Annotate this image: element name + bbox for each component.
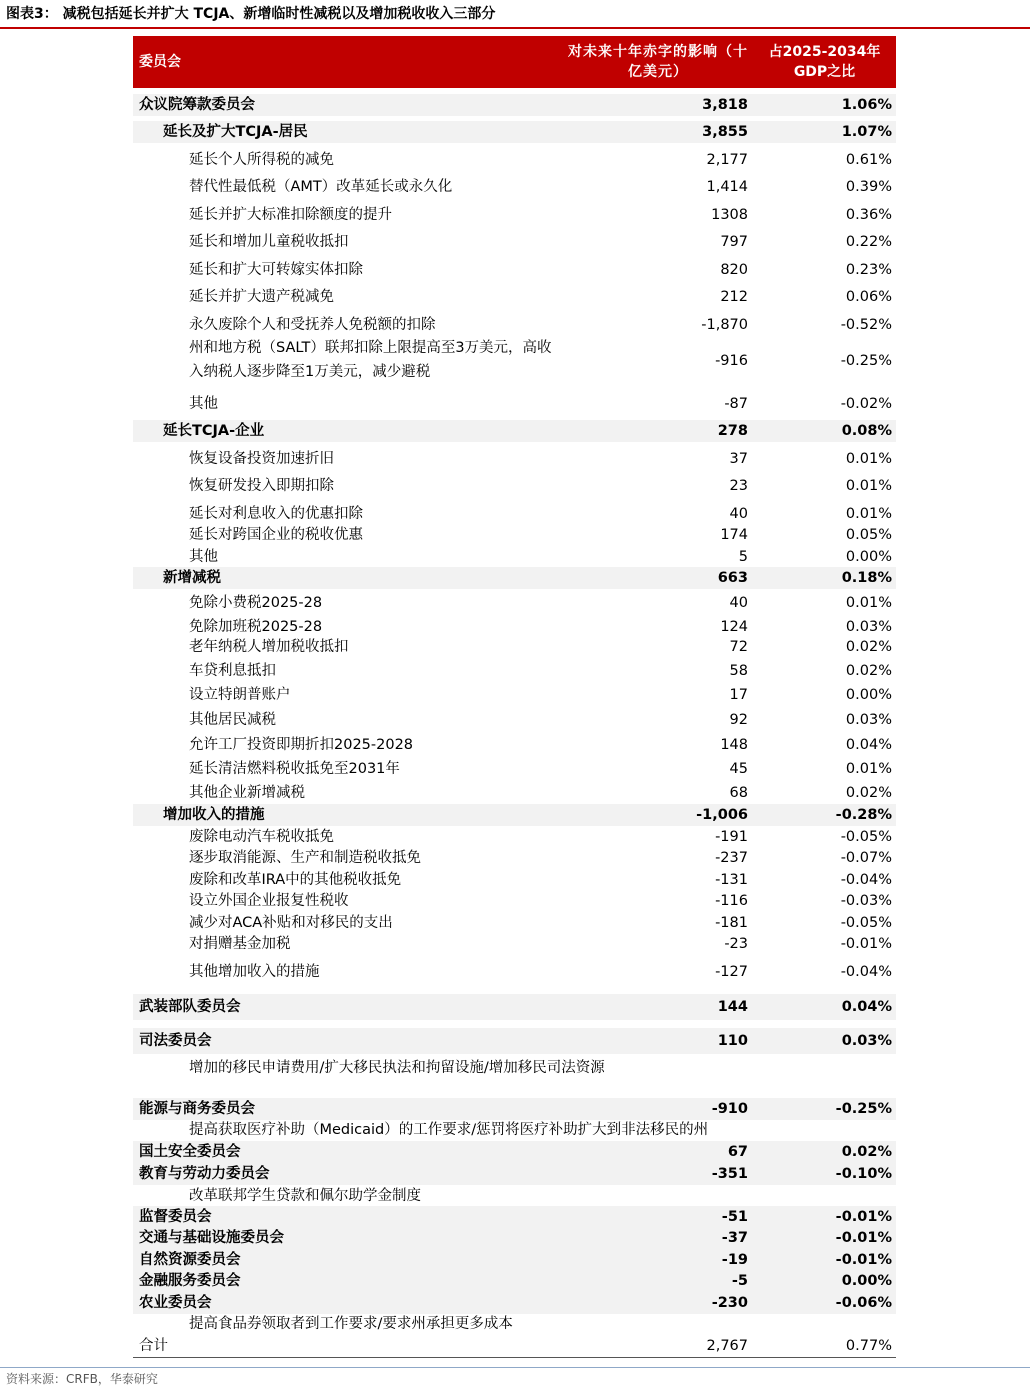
row-deficit-impact: 148	[720, 737, 748, 753]
row-gdp-share: -0.01%	[840, 936, 892, 952]
row-label: 废除和改革IRA中的其他税收抵免	[189, 872, 402, 888]
row-gdp-share: -0.01%	[835, 1230, 892, 1246]
row-label: 逐步取消能源、生产和制造税收抵免	[189, 850, 421, 866]
row-gdp-share: -0.28%	[835, 807, 892, 823]
row-deficit-impact: 72	[729, 639, 748, 655]
row-label: 对捐赠基金加税	[189, 936, 291, 952]
row-label: 其他居民减税	[189, 712, 276, 728]
row-deficit-impact: 40	[729, 506, 748, 522]
row-label: 农业委员会	[139, 1295, 212, 1311]
table-row	[133, 913, 896, 933]
row-label: 改革联邦学生贷款和佩尔助学金制度	[189, 1188, 421, 1204]
tax-table	[133, 36, 896, 1354]
table-row	[133, 1227, 896, 1249]
row-deficit-impact: 68	[729, 785, 748, 801]
row-label: 其他	[189, 396, 218, 412]
row-deficit-impact: 663	[717, 570, 748, 586]
table-row	[133, 1141, 896, 1163]
row-deficit-impact: 124	[720, 619, 748, 635]
row-gdp-share: 0.39%	[845, 179, 892, 195]
row-label: 合计	[139, 1338, 168, 1354]
row-label: 武装部队委员会	[139, 999, 241, 1015]
row-gdp-share: 0.36%	[845, 207, 892, 223]
row-deficit-impact: 3,855	[702, 124, 748, 140]
row-gdp-share: 0.03%	[845, 712, 892, 728]
row-gdp-share: -0.25%	[835, 1101, 892, 1117]
row-deficit-impact: -916	[715, 353, 748, 369]
table-row	[133, 709, 896, 731]
row-label: 延长对跨国企业的税收优惠	[189, 527, 363, 543]
row-label: 其他增加收入的措施	[189, 964, 320, 980]
row-gdp-share: -0.05%	[840, 829, 892, 845]
row-label: 车贷利息抵扣	[189, 663, 276, 679]
row-deficit-impact: -87	[724, 396, 748, 412]
row-gdp-share: -0.05%	[840, 915, 892, 931]
row-label: 恢复设备投资加速折旧	[189, 451, 334, 467]
row-deficit-impact: 144	[717, 999, 748, 1015]
row-label: 提高获取医疗补助（Medicaid）的工作要求/惩罚将医疗补助扩大到非法移民的州	[189, 1122, 709, 1138]
row-deficit-impact: 67	[727, 1144, 748, 1160]
row-deficit-impact: -23	[724, 936, 748, 952]
row-label: 允许工厂投资即期折扣2025-2028	[189, 737, 414, 753]
table-row	[133, 660, 896, 682]
row-gdp-share: 1.07%	[841, 124, 892, 140]
row-deficit-impact: 1308	[711, 207, 748, 223]
row-deficit-impact: -19	[721, 1252, 748, 1268]
row-label: 延长并扩大标准扣除额度的提升	[189, 207, 392, 223]
table-row	[133, 870, 896, 890]
row-gdp-share: 0.00%	[845, 687, 892, 703]
row-label: 州和地方税（SALT）联邦扣除上限提高至3万美元，高收入纳税人逐步降至1万美元，减少避税	[189, 340, 552, 380]
row-deficit-impact: -237	[715, 850, 748, 866]
row-gdp-share: 0.04%	[845, 737, 892, 753]
table-row	[133, 202, 896, 228]
row-deficit-impact: -181	[715, 915, 748, 931]
row-deficit-impact: 23	[729, 478, 748, 494]
row-gdp-share: -0.04%	[840, 872, 892, 888]
row-deficit-impact: 17	[729, 687, 748, 703]
row-deficit-impact: 37	[729, 451, 748, 467]
header-deficit-impact: 对未来十年赤字的影响（十亿美元）	[568, 44, 748, 80]
row-gdp-share: 0.08%	[841, 423, 892, 439]
row-label: 延长和扩大可转嫁实体扣除	[189, 262, 363, 278]
row-deficit-impact: -1,006	[696, 807, 748, 823]
row-label: 延长和增加儿童税收抵扣	[189, 234, 349, 250]
row-label: 金融服务委员会	[139, 1273, 241, 1289]
row-label: 设立特朗普账户	[189, 687, 291, 703]
row-label: 永久废除个人和受抚养人免税额的扣除	[189, 317, 436, 333]
table-row	[133, 804, 896, 826]
row-deficit-impact: 40	[729, 595, 748, 611]
table-row	[133, 1028, 896, 1054]
row-deficit-impact: 278	[717, 423, 748, 439]
row-gdp-share: 0.01%	[845, 478, 892, 494]
table-row	[133, 174, 896, 200]
row-label: 延长并扩大遗产税减免	[189, 289, 334, 305]
row-gdp-share: 0.22%	[845, 234, 892, 250]
row-gdp-share: -0.03%	[840, 893, 892, 909]
row-label: 能源与商务委员会	[139, 1101, 255, 1117]
row-gdp-share: 0.06%	[845, 289, 892, 305]
row-label: 交通与基础设施委员会	[139, 1230, 284, 1246]
table-row	[133, 1056, 896, 1080]
table-row	[133, 257, 896, 283]
source-note: 资料来源：CRFB，华泰研究	[6, 1372, 158, 1386]
row-deficit-impact: -116	[715, 893, 748, 909]
row-label: 司法委员会	[139, 1033, 212, 1049]
row-deficit-impact: 2,177	[706, 152, 748, 168]
table-row	[133, 1163, 896, 1185]
row-gdp-share: -0.01%	[835, 1209, 892, 1225]
row-gdp-share: 0.61%	[845, 152, 892, 168]
table-row	[133, 1270, 896, 1292]
table-row	[133, 1206, 896, 1228]
table-row	[133, 592, 896, 614]
table-row	[133, 446, 896, 472]
row-gdp-share: 0.01%	[845, 451, 892, 467]
row-label: 延长及扩大TCJA-居民	[163, 124, 308, 140]
table-row	[133, 567, 896, 589]
row-deficit-impact: -127	[715, 964, 748, 980]
row-gdp-share: -0.52%	[840, 317, 892, 333]
table-row	[133, 960, 896, 984]
header-committee: 委员会	[139, 54, 181, 70]
table-row	[133, 147, 896, 173]
row-label: 自然资源委员会	[139, 1252, 241, 1268]
table-row	[133, 734, 896, 756]
row-label: 老年纳税人增加税收抵扣	[189, 639, 349, 655]
row-gdp-share: 0.02%	[845, 785, 892, 801]
row-label: 替代性最低税（AMT）改革延长或永久化	[189, 179, 453, 195]
row-deficit-impact: 92	[729, 712, 748, 728]
table-row	[133, 284, 896, 310]
row-label: 众议院筹款委员会	[139, 97, 255, 113]
table-row	[133, 1314, 896, 1334]
row-deficit-impact: 1,414	[706, 179, 748, 195]
table-row	[133, 312, 896, 338]
row-deficit-impact: -51	[721, 1209, 748, 1225]
table-row	[133, 1292, 896, 1314]
row-deficit-impact: -351	[711, 1166, 748, 1182]
row-label: 恢复研发投入即期扣除	[189, 478, 334, 494]
row-label: 延长对利息收入的优惠扣除	[189, 506, 363, 522]
row-deficit-impact: 212	[720, 289, 748, 305]
row-deficit-impact: 110	[717, 1033, 748, 1049]
table-row	[133, 782, 896, 804]
row-label: 国土安全委员会	[139, 1144, 241, 1160]
table-row	[133, 94, 896, 116]
table-row	[133, 1120, 896, 1140]
row-deficit-impact: -1,870	[701, 317, 748, 333]
table-row	[133, 616, 896, 638]
table-row	[133, 637, 896, 657]
row-label: 其他	[189, 549, 218, 565]
row-gdp-share: -0.10%	[835, 1166, 892, 1182]
row-deficit-impact: -191	[715, 829, 748, 845]
row-label: 免除小费税2025-28	[189, 595, 323, 611]
row-label: 延长TCJA-企业	[163, 423, 265, 439]
row-gdp-share: 0.05%	[845, 527, 892, 543]
row-gdp-share: 0.23%	[845, 262, 892, 278]
table-row	[133, 420, 896, 442]
table-header	[133, 36, 896, 88]
table-row	[133, 547, 896, 567]
figure-title: 图表3： 减税包括延长并扩大 TCJA、新增临时性减税以及增加税收收入三部分	[6, 6, 496, 22]
row-gdp-share: 0.01%	[845, 761, 892, 777]
row-label: 延长个人所得税的减免	[189, 152, 334, 168]
row-label: 其他企业新增减税	[189, 785, 305, 801]
row-label: 增加收入的措施	[163, 807, 265, 823]
table-row	[133, 684, 896, 706]
row-gdp-share: 0.02%	[845, 639, 892, 655]
table-row	[133, 758, 896, 780]
row-label: 废除电动汽车税收抵免	[189, 829, 334, 845]
row-deficit-impact: -131	[715, 872, 748, 888]
row-deficit-impact: 2,767	[706, 1338, 748, 1354]
row-deficit-impact: 820	[720, 262, 748, 278]
row-gdp-share: 0.02%	[845, 663, 892, 679]
row-gdp-share: -0.02%	[840, 396, 892, 412]
row-deficit-impact: -910	[711, 1101, 748, 1117]
table-row	[133, 1335, 896, 1358]
row-gdp-share: 0.01%	[845, 506, 892, 522]
row-label: 设立外国企业报复性税收	[189, 893, 349, 909]
table-row	[133, 1098, 896, 1120]
table-row	[133, 229, 896, 255]
row-gdp-share: 0.18%	[841, 570, 892, 586]
row-gdp-share: 0.02%	[841, 1144, 892, 1160]
row-gdp-share: -0.25%	[840, 353, 892, 369]
row-deficit-impact: -5	[731, 1273, 748, 1289]
row-deficit-impact: -37	[721, 1230, 748, 1246]
table-row	[133, 391, 896, 417]
table-row	[133, 336, 896, 386]
row-deficit-impact: -230	[711, 1295, 748, 1311]
table-row	[133, 501, 896, 527]
row-gdp-share: 0.01%	[845, 595, 892, 611]
row-deficit-impact: 45	[729, 761, 748, 777]
row-label: 教育与劳动力委员会	[139, 1166, 270, 1182]
table-row	[133, 121, 896, 143]
table-row	[133, 848, 896, 868]
row-deficit-impact: 174	[720, 527, 748, 543]
row-gdp-share: 0.00%	[845, 549, 892, 565]
row-label: 监督委员会	[139, 1209, 212, 1225]
title-rule	[0, 27, 1030, 29]
table-row	[133, 473, 896, 499]
row-gdp-share: -0.07%	[840, 850, 892, 866]
row-deficit-impact: 58	[729, 663, 748, 679]
header-gdp-share: 占2025-2034年GDP之比	[768, 44, 881, 80]
row-deficit-impact: 797	[720, 234, 748, 250]
row-gdp-share: 1.06%	[841, 97, 892, 113]
row-label: 减少对ACA补贴和对移民的支出	[189, 915, 393, 931]
row-gdp-share: 0.04%	[841, 999, 892, 1015]
row-label: 新增减税	[163, 570, 221, 586]
row-deficit-impact: 5	[738, 549, 748, 565]
row-label: 提高食品券领取者到工作要求/要求州承担更多成本	[189, 1316, 513, 1332]
row-gdp-share: 0.77%	[845, 1338, 892, 1354]
row-label: 免除加班税2025-28	[189, 619, 323, 635]
table-row	[133, 934, 896, 954]
row-label: 增加的移民申请费用/扩大移民执法和拘留设施/增加移民司法资源	[189, 1060, 605, 1076]
row-label: 延长清洁燃料税收抵免至2031年	[189, 761, 400, 777]
row-gdp-share: 0.03%	[841, 1033, 892, 1049]
row-gdp-share: -0.01%	[835, 1252, 892, 1268]
row-gdp-share: 0.00%	[841, 1273, 892, 1289]
row-gdp-share: -0.04%	[840, 964, 892, 980]
table-row	[133, 891, 896, 911]
table-row	[133, 525, 896, 545]
table-row	[133, 1186, 896, 1206]
row-deficit-impact: 3,818	[702, 97, 748, 113]
table-row	[133, 827, 896, 847]
table-row	[133, 994, 896, 1020]
table-row	[133, 1249, 896, 1271]
footer-rule	[0, 1367, 1030, 1368]
row-gdp-share: -0.06%	[835, 1295, 892, 1311]
row-gdp-share: 0.03%	[845, 619, 892, 635]
